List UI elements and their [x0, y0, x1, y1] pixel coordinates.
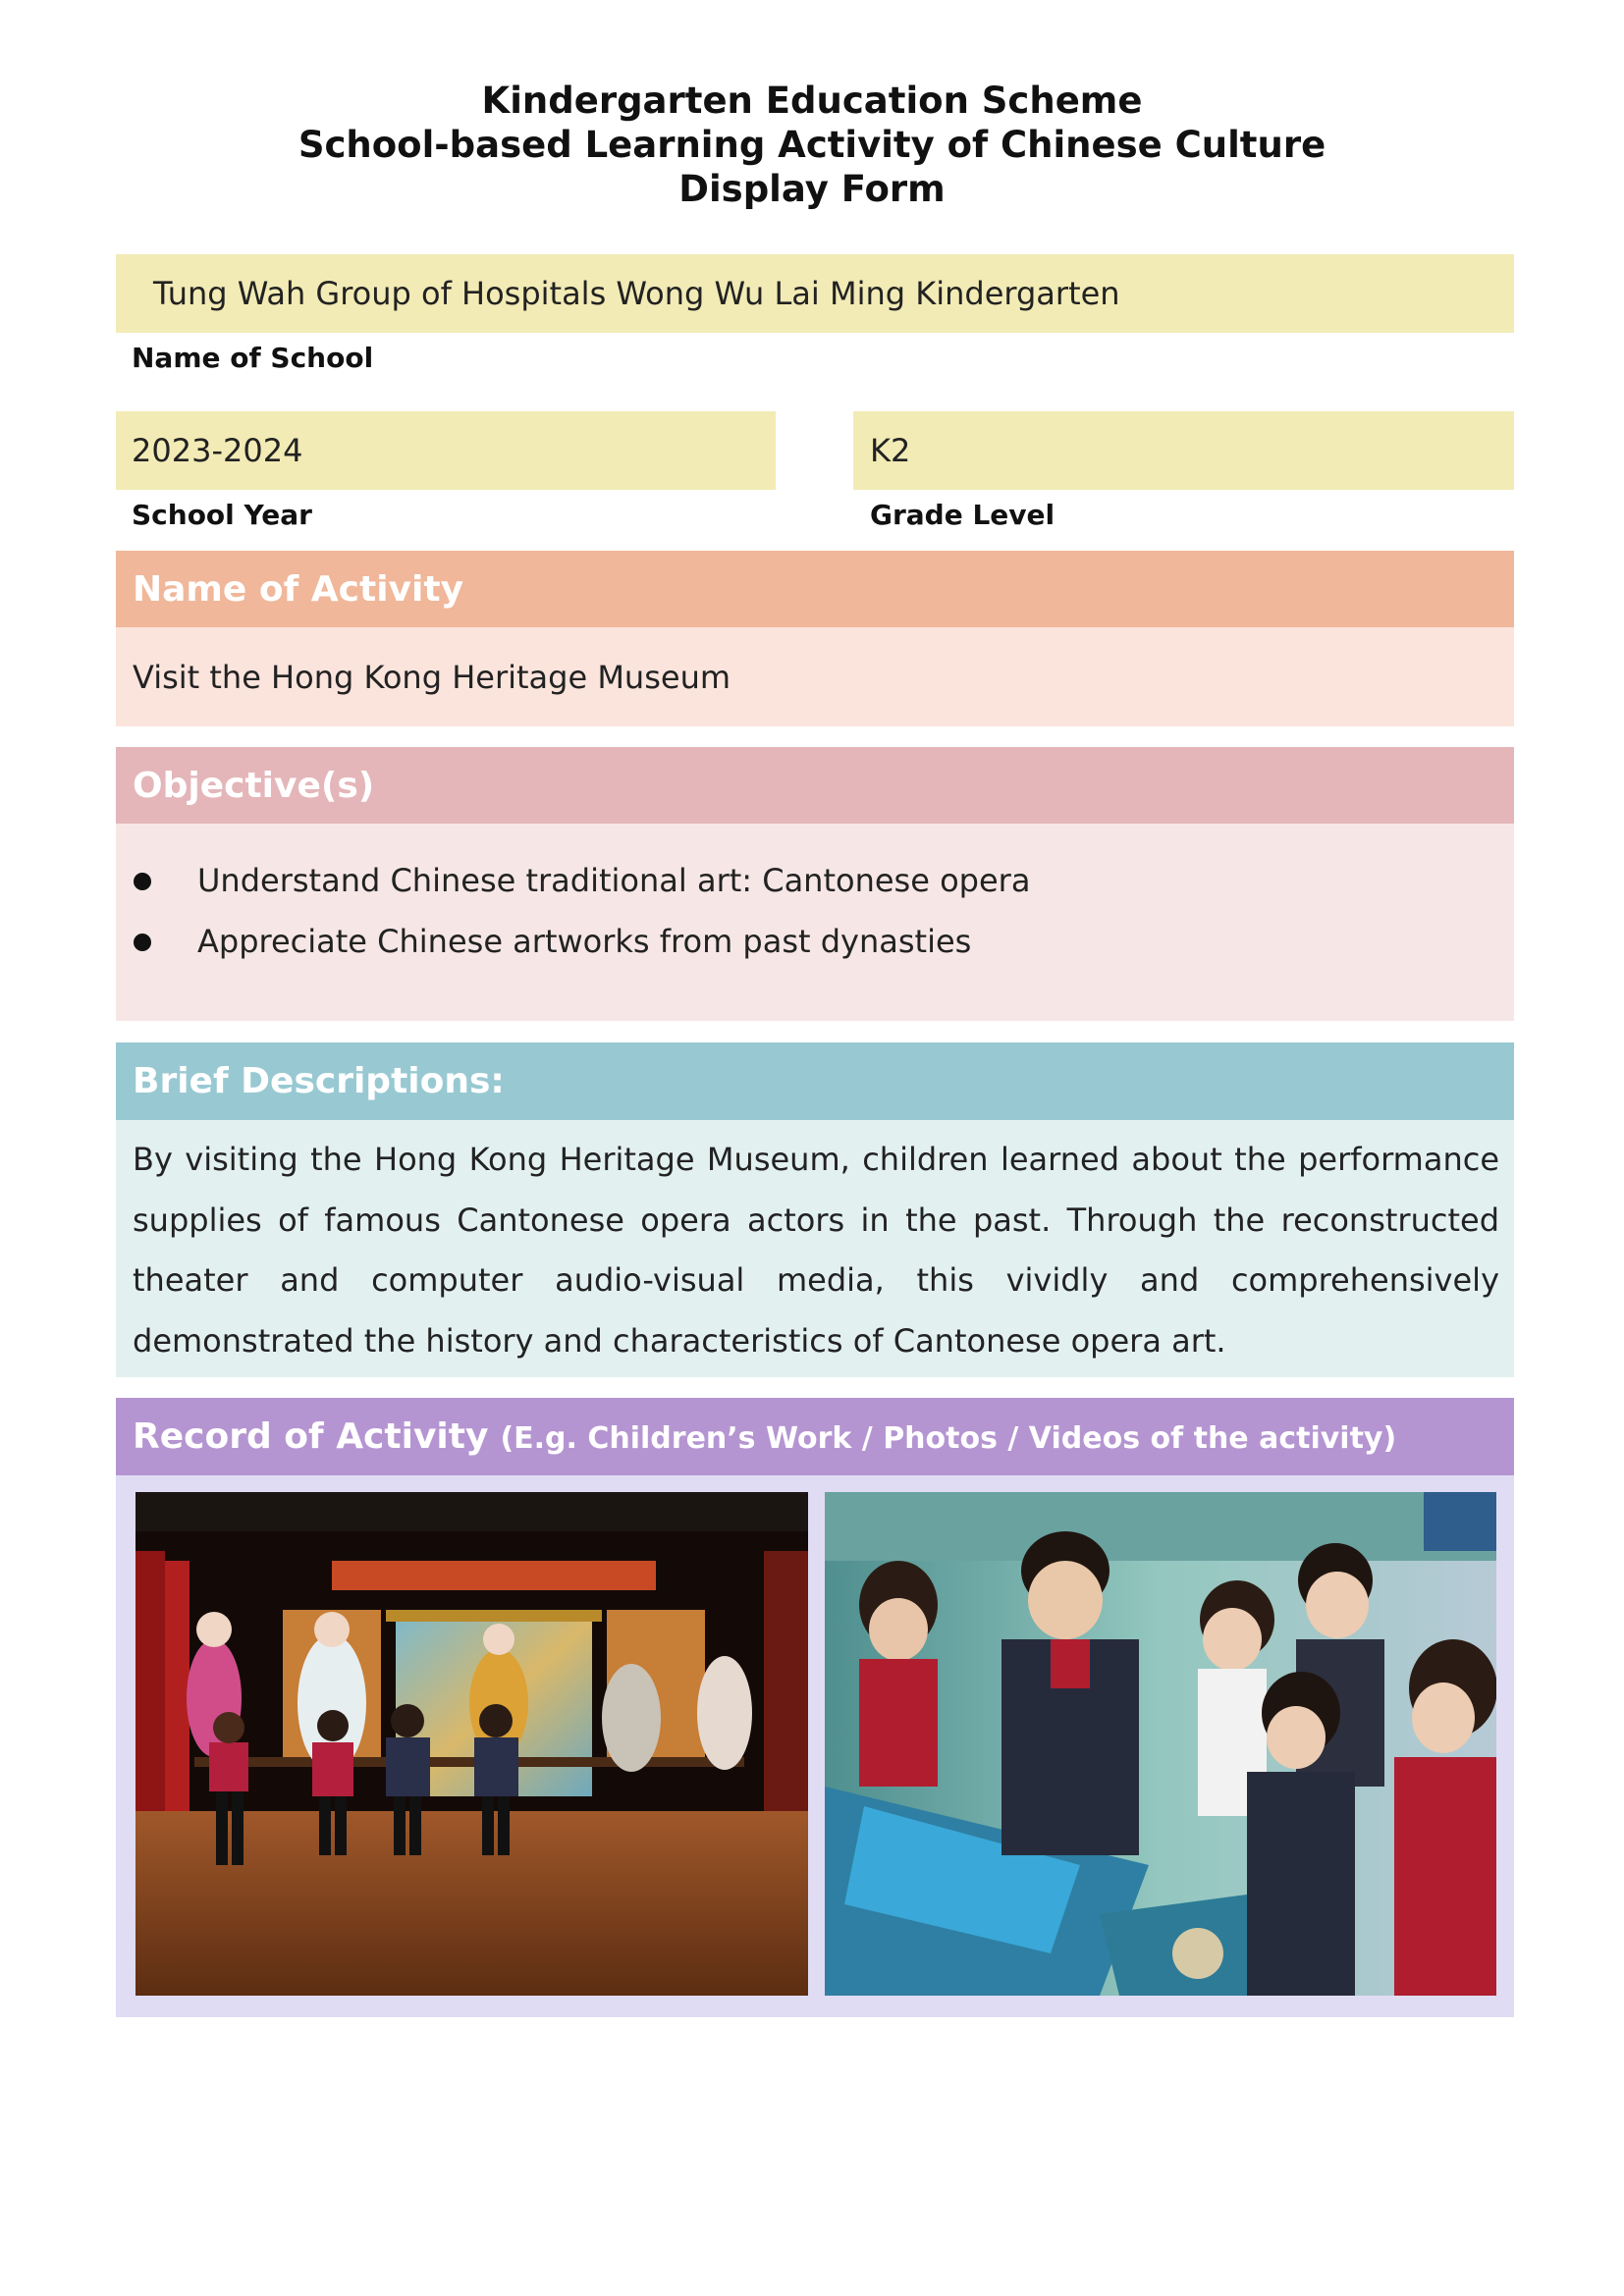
activity-value: Visit the Hong Kong Heritage Museum	[133, 658, 731, 696]
description-heading	[116, 1042, 1514, 1120]
description-heading-text: Brief Descriptions:	[133, 1061, 505, 1101]
title-line-3: Display Form	[678, 168, 946, 210]
title-line-1: Kindergarten Education Scheme	[481, 80, 1143, 122]
school-name-value: Tung Wah Group of Hospitals Wong Wu Lai Ming Kindergarten	[153, 275, 1120, 312]
description-text: By visiting the Hong Kong Heritage Museum, children learned about the performance supplies of famous Cantonese opera actors in the past. Through the reconstructed theater and computer audio-visual media, this vividly and comprehensively demonstrated the history and characteristics of Cantonese opera art.	[133, 1141, 1499, 1360]
school-year-label: School Year	[132, 499, 312, 531]
school-name-label: Name of School	[132, 342, 374, 374]
grade-level-value: K2	[870, 432, 911, 469]
activity-heading-text: Name of Activity	[133, 568, 464, 610]
opera-stage-photo	[135, 1492, 808, 1996]
grade-level-field	[853, 411, 1514, 490]
record-subheading-text: (E.g. Children’s Work / Photos / Videos of the activity)	[500, 1421, 1397, 1456]
objective-text: Appreciate Chinese artworks from past dynasties	[197, 923, 972, 960]
children-interactive-display-photo	[825, 1492, 1496, 1996]
objective-text: Understand Chinese traditional art: Cantonese opera	[197, 862, 1031, 899]
objective-item	[116, 862, 1490, 901]
bullet-icon	[134, 873, 151, 890]
objectives-heading-text: Objective(s)	[133, 765, 375, 806]
objectives-body	[116, 824, 1514, 1021]
bullet-icon	[134, 934, 151, 951]
record-heading-text: Record of Activity	[133, 1416, 489, 1457]
school-name-field	[116, 254, 1514, 333]
activity-body	[116, 627, 1514, 726]
grade-level-label: Grade Level	[870, 499, 1056, 531]
objective-item	[116, 923, 1490, 962]
school-year-field	[116, 411, 776, 490]
description-body	[116, 1120, 1514, 1377]
record-heading	[116, 1398, 1514, 1475]
school-year-value: 2023-2024	[132, 432, 303, 469]
title-line-2: School-based Learning Activity of Chinese Culture	[298, 124, 1326, 166]
activity-heading	[116, 551, 1514, 627]
form-title	[0, 79, 1624, 211]
objectives-heading	[116, 747, 1514, 824]
